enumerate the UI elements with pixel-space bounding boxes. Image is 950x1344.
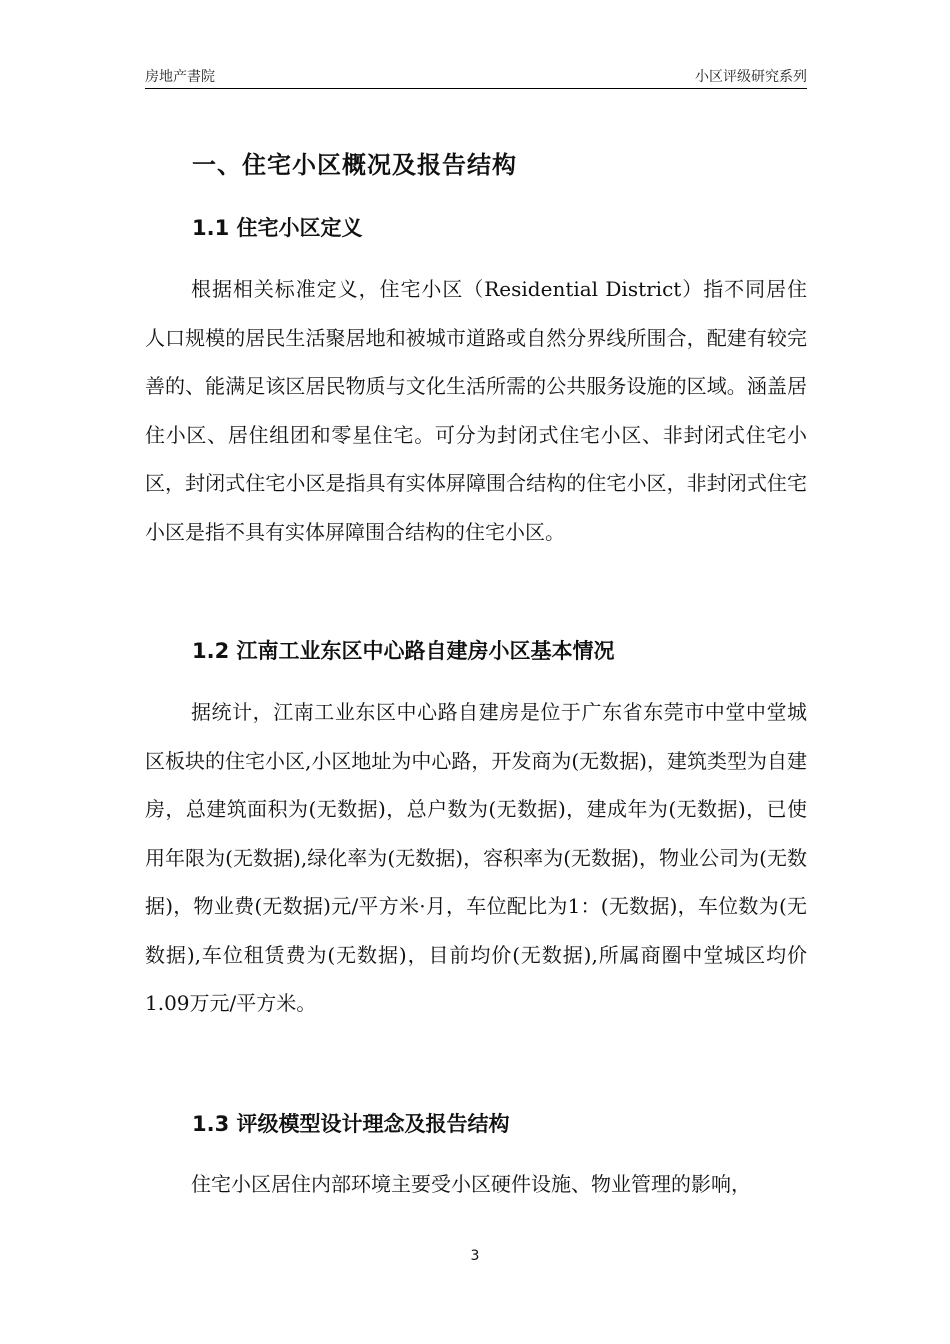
section-heading-1-2: 1.2 江南工业东区中心路自建房小区基本情况 bbox=[192, 639, 615, 663]
section-body-1-2: 据统计，江南工业东区中心路自建房是位于广东省东莞市中堂中堂城区板块的住宅小区,小区地址为中心路，开发商为(无数据)，建筑类型为自建房，总建筑面积为(无数据)，总户数为(无数据)，建成年为(无数据)，已使用年限为(无数据),绿化率为(无数据)，容积率为(无数据)，物业公司为(无数据)，物业费(无数据)元/平方米·月，车位配比为1：(无数据)，车位数为(无数据),车位租赁费为(无数据)，目前均价(无数据),所属商圈中堂城区均价1.09万元/平方米。 bbox=[145, 700, 807, 1015]
section-heading-1-1: 1.1 住宅小区定义 bbox=[192, 216, 363, 240]
header-series-title: 小区评级研究系列 bbox=[695, 69, 807, 85]
section-body-1-1: 根据相关标准定义，住宅小区（Residential District）指不同居住人口规模的居民生活聚居地和被城市道路或自然分界线所围合，配建有较完善的、能满足该区居民物质与文化生活所需的公共服务设施的区域。涵盖居住小区、居住组团和零星住宅。可分为封闭式住宅小区、非封闭式住宅小区，封闭式住宅小区是指具有实体屏障围合结构的住宅小区，非封闭式住宅小区是指不具有实体屏障围合结构的住宅小区。 bbox=[145, 277, 807, 544]
page-header bbox=[145, 64, 807, 86]
section-heading-1-3: 1.3 评级模型设计理念及报告结构 bbox=[192, 1112, 510, 1136]
header-publisher: 房地产書院 bbox=[145, 69, 215, 85]
section-body-1-3: 住宅小区居住内部环境主要受小区硬件设施、物业管理的影响， bbox=[191, 1172, 751, 1196]
chapter-title: 一、住宅小区概况及报告结构 bbox=[192, 151, 517, 179]
header-divider bbox=[145, 88, 807, 89]
page-number: 3 bbox=[470, 1248, 480, 1264]
